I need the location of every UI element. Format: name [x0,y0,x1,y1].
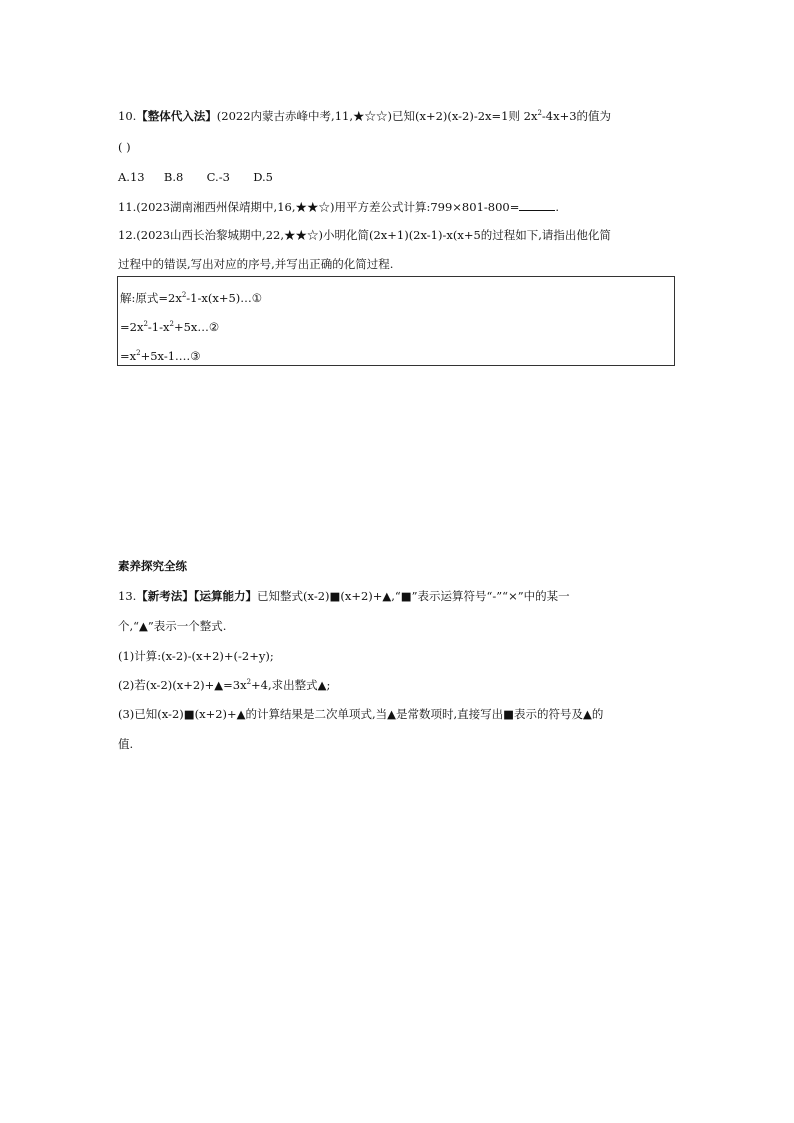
q13-part2-exponent: 2 [246,678,252,687]
q10-method-tag: 【整体代入法】 [136,109,217,123]
q10-stem [118,108,611,124]
step2-b: -1-x [147,320,170,334]
q13-number: 13. [118,589,137,603]
q10-option-d: D.5 [253,170,274,184]
q13-part3-line2: 值. [118,737,134,751]
step3-a: =x [120,349,137,363]
section-title: 素养探究全练 [118,559,187,573]
solution-step-3 [120,348,201,364]
q11-answer-blank[interactable] [519,199,555,211]
step3-b: +5x-1.…③ [140,349,201,363]
step1-b: -1-x(x+5)…① [186,291,263,305]
q11-stem [118,199,559,215]
q10-number: 10. [118,109,137,123]
step3-exponent: 2 [136,349,141,358]
q10-option-c: C.-3 [206,170,230,184]
q13-stem-line1 [118,588,570,604]
q10-option-a: A.13 [118,170,145,184]
step1-a: 解:原式=2x [120,291,182,305]
q12-solution-box [117,276,675,366]
step2-a: =2x [120,320,144,334]
step2-c: +5x…② [173,320,220,334]
q10-answer-paren: ( ) [118,140,131,154]
q13-part2-a: (2)若(x-2)(x+2)+▲=3x [118,678,247,692]
q13-tag-new-method: 【新考法】 [136,589,194,603]
q13-stem-line2: 个,“▲”表示一个整式. [118,619,227,633]
solution-step-1 [120,290,262,306]
q10-exponent: 2 [537,109,542,118]
q13-part1: (1)计算:(x-2)-(x+2)+(-2+y); [118,649,274,663]
q11-end: . [555,200,560,214]
q13-part2 [118,677,330,693]
q13-part3-line1: (3)已知(x-2)■(x+2)+▲的计算结果是二次单项式,当▲是常数项时,直接写出■表示的符号及▲的 [118,707,604,721]
q12-stem-line1: 12.(2023山西长治黎城期中,22,★★☆)小明化简(2x+1)(2x-1)-x(x+5的过程如下,请指出他化简 [118,228,611,242]
q10-stem-b: -4x+3的值为 [541,109,612,123]
solution-step-2 [120,319,219,335]
q10-stem-a: 已知(x+2)(x-2)-2x=1则 2x [391,109,538,123]
q10-option-b: B.8 [163,170,184,184]
q12-stem-line2: 过程中的错误,写出对应的序号,并写出正确的化简过程. [118,257,394,271]
q13-line1-rest: 已知整式(x-2)■(x+2)+▲,“■”表示运算符号“-”“×”中的某一 [257,589,570,603]
step2-exponent-2: 2 [169,320,174,329]
q10-source: (2022内蒙古赤峰中考,11,★☆☆) [216,109,392,123]
q11-text: 11.(2023湖南湘西州保靖期中,16,★★☆)用平方差公式计算:799×801-800= [118,200,520,214]
q13-tag-ability: 【运算能力】 [193,589,258,603]
q13-part2-b: +4,求出整式▲; [251,678,331,692]
q10-options [118,169,273,185]
step2-exponent-1: 2 [143,320,148,329]
step1-exponent: 2 [181,291,187,300]
